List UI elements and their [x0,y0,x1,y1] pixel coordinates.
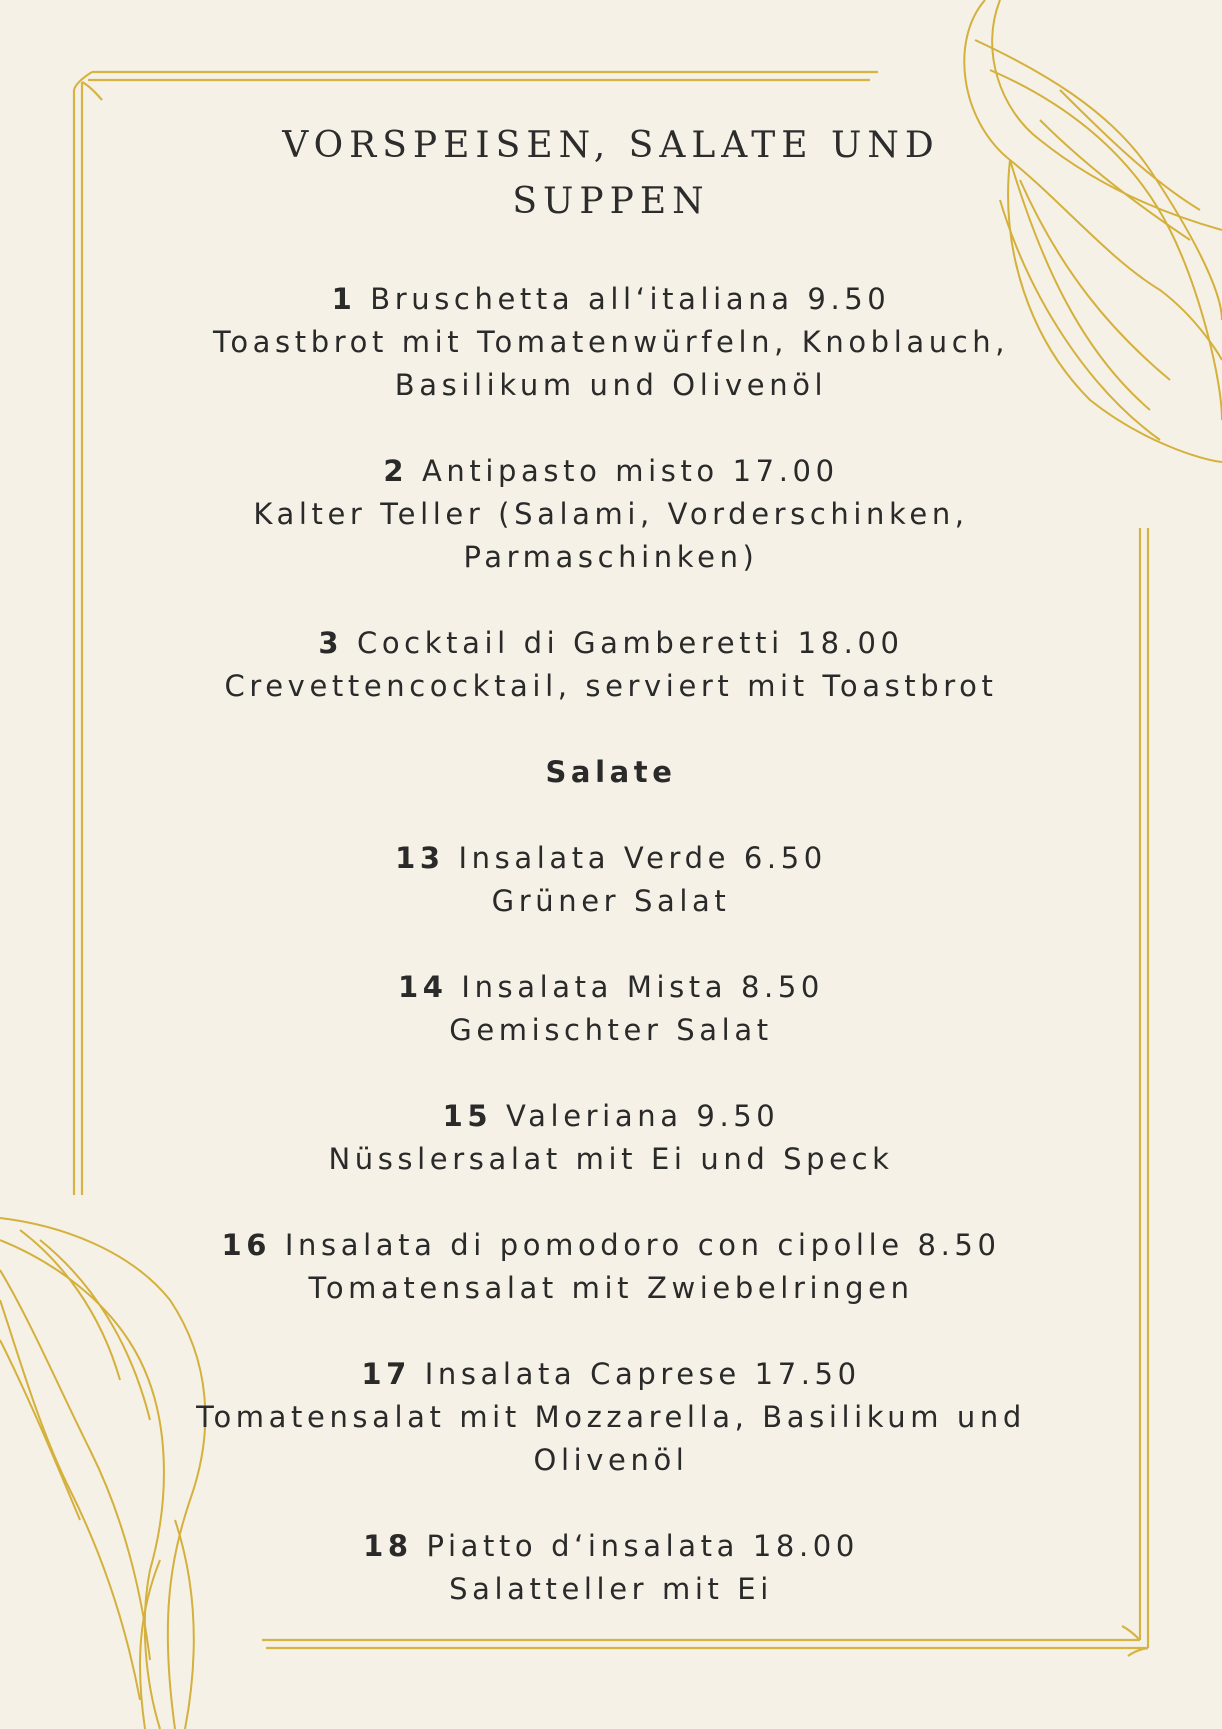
item-name: Cocktail di Gamberetti [356,626,784,660]
item-description: Olivenöl [533,1443,689,1477]
page-title [261,118,961,230]
title-line-1: VORSPEISEN, SALATE UND [282,125,940,166]
menu-item-heading [100,1095,1122,1138]
menu-item [100,966,1122,1052]
item-name: Antipasto misto [421,454,719,488]
item-description: Tomatensalat mit Mozzarella, Basilikum und [196,1400,1026,1434]
item-price: 6.50 [743,841,827,875]
item-description: Salatteller mit Ei [449,1572,773,1606]
item-name: Valeriana [506,1099,683,1133]
section-heading-salads: Salate [545,755,677,789]
item-price: 18.00 [797,626,904,660]
item-description: Crevettencocktail, serviert mit Toastbrot [224,669,998,703]
item-description: Grüner Salat [491,884,731,918]
item-description: Basilikum und Olivenöl [394,368,828,402]
item-number: 16 [221,1228,272,1262]
item-description: Nüsslersalat mit Ei und Speck [328,1142,894,1176]
item-description: Kalter Teller (Salami, Vorderschinken, [253,497,969,531]
item-description: Tomatensalat mit Zwiebelringen [308,1271,914,1305]
menu-item [100,278,1122,407]
menu-item-heading [100,278,1122,321]
item-number: 1 [331,282,357,316]
item-price: 17.50 [754,1357,861,1391]
menu-item-heading [100,1353,1122,1396]
menu-item [100,622,1122,708]
item-description: Gemischter Salat [449,1013,773,1047]
menu-item-heading [100,1525,1122,1568]
menu-item [100,837,1122,923]
item-number: 15 [442,1099,493,1133]
item-price: 9.50 [696,1099,780,1133]
item-description: Toastbrot mit Tomatenwürfeln, Knoblauch, [212,325,1010,359]
menu-item-heading [100,837,1122,880]
menu-item-heading [100,966,1122,1009]
menu-item [100,1525,1122,1611]
item-price: 17.00 [732,454,839,488]
item-name: Insalata Caprese [424,1357,741,1391]
item-price: 9.50 [807,282,891,316]
item-number: 3 [318,626,344,660]
menu-content [100,118,1122,1611]
item-price: 8.50 [917,1228,1001,1262]
menu-item [100,1224,1122,1310]
item-number: 13 [395,841,445,875]
menu-item [100,1353,1122,1482]
item-price: 18.00 [752,1529,859,1563]
item-number: 17 [361,1357,411,1391]
item-name: Piatto d‘insalata [426,1529,740,1563]
item-number: 14 [398,970,448,1004]
item-name: Insalata di pomodoro con cipolle [284,1228,904,1262]
item-name: Bruschetta all‘italiana [370,282,794,316]
menu-item [100,450,1122,579]
menu-item-heading [100,450,1122,493]
item-number: 18 [363,1529,413,1563]
title-line-2: SUPPEN [512,181,710,222]
menu-item-heading [100,1224,1122,1267]
item-name: Insalata Mista [461,970,728,1004]
item-description: Parmaschinken) [463,540,759,574]
item-name: Insalata Verde [458,841,731,875]
item-number: 2 [383,454,409,488]
menu-item-heading [100,622,1122,665]
menu-item [100,1095,1122,1181]
item-price: 8.50 [740,970,824,1004]
